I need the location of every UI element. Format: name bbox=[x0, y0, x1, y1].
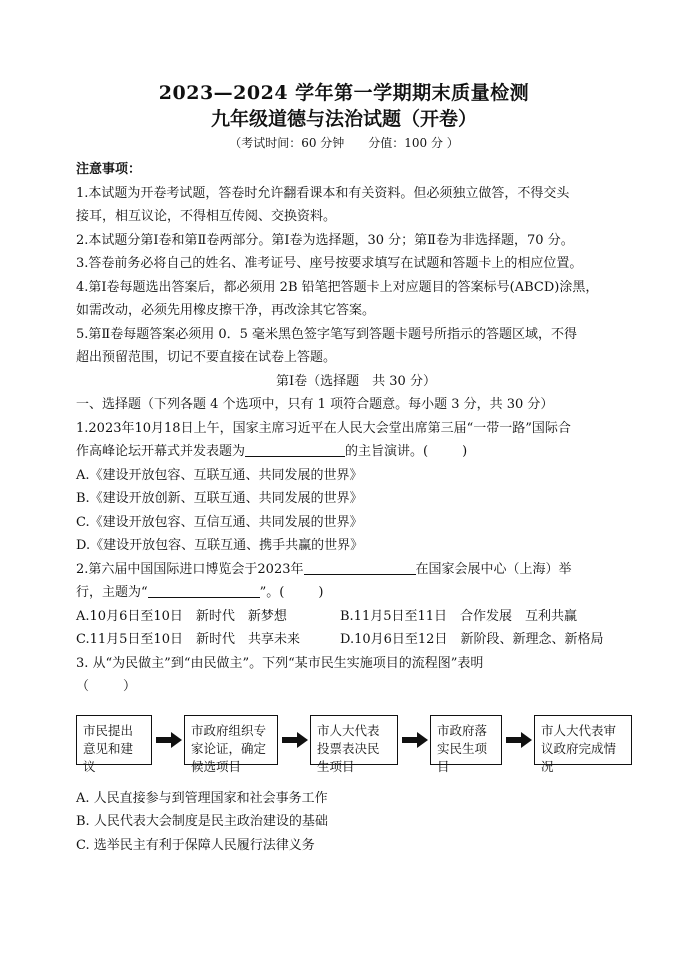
flow-arrow-icon bbox=[506, 732, 532, 748]
q2-stem-line2 bbox=[76, 581, 636, 605]
exam-title-line1: 2023—2024 学年第一学期期末质量检测 bbox=[158, 82, 530, 104]
notice-heading: 注意事项： bbox=[76, 162, 142, 177]
notice-line: 如需改动，必须先用橡皮擦干净，再改涂其它答案。 bbox=[76, 303, 376, 318]
flow-arrow-icon bbox=[156, 732, 182, 748]
q1-paren-close: ) bbox=[462, 444, 468, 459]
q1-fill-blank bbox=[245, 441, 345, 457]
exam-title-line2: 九年级道德与法治试题（开卷） bbox=[210, 108, 477, 130]
q1-stem-line1: 1.2023年10月18日上午，国家主席习近平在人民大会堂出席第三届“一带一路”国际合 bbox=[76, 420, 571, 436]
q3-stem-line1: 3. 从“为民做主”到“由民做主”。下列“某市民生实施项目的流程图”表明 bbox=[76, 655, 484, 671]
q3-option-a: A. 人民直接参与到管理国家和社会事务工作 bbox=[76, 790, 328, 806]
notice-line: 5.第Ⅱ卷每题答案必须用 0．5 毫米黑色签字笔写到答题卡题号所指示的答题区域，不得 bbox=[76, 326, 578, 342]
q2-fill-blank-date bbox=[304, 559, 416, 575]
q1-option-a: A.《建设开放包容、互联互通、共同发展的世界》 bbox=[76, 467, 363, 483]
flow-arrow-icon bbox=[282, 732, 308, 748]
exam-subtitle: （考试时间：60 分钟 分值：100 分 ） bbox=[229, 136, 459, 150]
q1-option-b: B.《建设开放创新、互联互通、共同发展的世界》 bbox=[76, 491, 363, 506]
flow-step-5: 市人大代表审议政府完成情况 bbox=[534, 715, 632, 765]
flow-arrow-icon bbox=[402, 732, 428, 748]
notice-line: 接耳，相互议论，不得相互传阅、交换资料。 bbox=[76, 209, 337, 224]
section1-instruction: 一、选择题（下列各题 4 个选项中，只有 1 项符合题意。每小题 3 分，共 30 分） bbox=[76, 397, 554, 412]
q1-stem-line2 bbox=[76, 440, 636, 464]
q3-paren-close: ） bbox=[123, 679, 137, 694]
notice-line: 2.本试题分第Ⅰ卷和第Ⅱ卷两部分。第Ⅰ卷为选择题，30 分；第Ⅱ卷为非选择题，70 分。 bbox=[76, 232, 574, 248]
q3-stem-line2 bbox=[76, 675, 636, 699]
q2-text-after: 在国家会展中心（上海）举 bbox=[415, 561, 572, 577]
q3-flowchart bbox=[76, 707, 636, 781]
q2-option-a: A.10月6日至10日 新时代 新梦想 bbox=[76, 608, 287, 624]
q2-text-before2: 行，主题为“ bbox=[76, 585, 148, 600]
q3-option-c: C. 选举民主有利于保障人民履行法律义务 bbox=[76, 837, 315, 853]
notice-line: 3.答卷前务必将自己的姓名、准考证号、座号按要求填写在试题和答题卡上的相应位置。 bbox=[76, 256, 583, 271]
notice-line: 1.本试题为开卷考试题，答卷时允许翻看课本和有关资料。但必须独立做答，不得交头 bbox=[76, 185, 570, 201]
q2-fill-blank-theme bbox=[148, 582, 260, 598]
section1-heading: 第Ⅰ卷（选择题 共 30 分） bbox=[276, 373, 436, 389]
flow-step-2: 市政府组织专家论证，确定候选项目 bbox=[184, 715, 278, 765]
q3-option-b: B. 人民代表大会制度是民主政治建设的基础 bbox=[76, 814, 328, 829]
flow-step-3: 市人大代表投票表决民生项目 bbox=[310, 715, 398, 765]
q2-stem-line1 bbox=[76, 558, 636, 582]
q2-text-before: 2.第六届中国国际进口博览会于2023年 bbox=[76, 561, 304, 577]
q2-option-b: B.11月5日至11日 合作发展 互利共赢 bbox=[340, 608, 578, 624]
notice-line: 超出预留范围，切记不要直接在试卷上答题。 bbox=[76, 350, 337, 365]
flow-step-4: 市政府落实民生项目 bbox=[430, 715, 502, 765]
q2-option-d: D.10月6日至12日 新阶段、新理念、新格局 bbox=[340, 632, 604, 647]
notice-line: 4.第Ⅰ卷每题选出答案后，都必须用 2B 铅笔把答题卡上对应题目的答案标号(ABCD)涂黑， bbox=[76, 279, 599, 295]
q2-options-row1 bbox=[76, 605, 636, 629]
q1-text-after: 的主旨演讲。( bbox=[345, 444, 429, 459]
q1-text-before: 作高峰论坛开幕式并发表题为 bbox=[76, 444, 246, 459]
q1-option-c: C.《建设开放包容、互信互通、共同发展的世界》 bbox=[76, 514, 363, 530]
flow-step-1: 市民提出意见和建议 bbox=[76, 715, 152, 765]
q3-options bbox=[76, 787, 636, 858]
q2-options-row2 bbox=[76, 628, 636, 652]
exam-content bbox=[76, 158, 636, 857]
q3-paren-open: （ bbox=[76, 679, 90, 694]
q2-option-c: C.11月5日至10日 新时代 共享未来 bbox=[76, 632, 300, 647]
q1-option-d: D.《建设开放包容、互联互通、携手共赢的世界》 bbox=[76, 538, 364, 553]
q2-paren-close: ) bbox=[318, 585, 324, 600]
q2-text-after2: ”。( bbox=[259, 585, 285, 600]
